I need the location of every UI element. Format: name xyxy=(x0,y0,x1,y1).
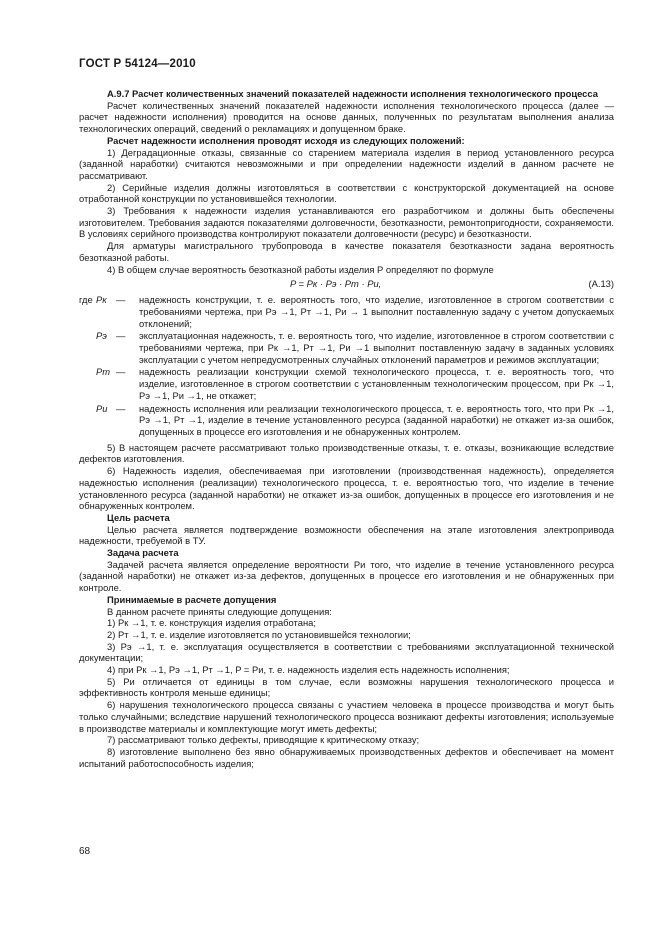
assumption-item: 8) изготовление выполнено без явно обнаруживаемых производственных дефектов и обеспечивает на момент испытаний работоспособность изделия; xyxy=(79,745,614,769)
definition-text: надежность исполнения или реализации технологического процесса, т. е. вероятность того, что при Pк →1, Pэ →1, Pт →1, изделие в течение установленного ресурса (заданной наработки) не откажет из-за ошибок, допущенных в процессе его изготовления и не обнаруженных контролем. xyxy=(139,402,614,437)
definition-item xyxy=(79,294,614,329)
definition-text: эксплуатационная надежность, т. е. вероятность того, что изделие, изготовленное в строгом соответствии с требованиями чертежа, при Pк →1, Pт →1, Pи →1 выполнит поставленную задачу в заданных условиях эксплуатации с учетом непредусмотренных случайных отклонений параметров и режимов эксплуатации; xyxy=(139,330,614,365)
definition-symbol: Pк xyxy=(96,294,107,306)
definition-item xyxy=(79,366,614,401)
where-label: где xyxy=(79,294,93,306)
assumption-item: 2) Pт →1, т. е. изделие изготовляется по установившейся технологии; xyxy=(107,628,411,640)
intro-paragraph: Расчет количественных значений показателей надежности исполнения технологического процесса (далее — расчет надежности исполнения) проводится на основе данных, полученных по результатам выполнения анализа технологических операций, сведений о рекламациях и допущенном браке. xyxy=(79,99,614,135)
position-paragraph: Для арматуры магистрального трубопровода в качестве показателя безотказности задана вероятность безотказной работы. xyxy=(79,240,614,263)
definition-text: надежность конструкции, т. е. вероятность того, что изделие, изготовленное в строгом соответствии с требованиями чертежа, при Pэ →1, Pт →1, Pи → 1 выполнит поставленную задачу с учетом допускаемых отклонений; xyxy=(139,294,614,329)
definition-item xyxy=(79,403,614,438)
formula-number: (А.13) xyxy=(588,278,614,290)
page-body xyxy=(79,88,614,769)
positions-heading: Расчет надежности исполнения проводят исходя из следующих положений: xyxy=(107,134,465,146)
definition-dash: — xyxy=(116,330,126,342)
definition-symbol: Pи xyxy=(96,402,108,414)
formula: P = Pк · Pэ · Pт · Pи, xyxy=(290,278,382,290)
task-paragraph: Задачей расчета является определение вероятности Pи того, что изделие в течение установленного ресурса (заданной наработки) не откажет из-за дефектов, допущенных в процессе его изготовления и не обнаруженных при контроле. xyxy=(79,558,614,594)
assumptions-intro: В данном расчете приняты следующие допущения: xyxy=(107,605,332,617)
definition-symbol: Pт xyxy=(96,366,111,378)
definition-dash: — xyxy=(116,366,126,378)
definition-symbol: Pэ xyxy=(96,330,107,342)
position-paragraph: 5) В настоящем расчете рассматривают только производственные отказы, т. е. отказы, возникающие вследствие дефектов изготовления. xyxy=(79,441,614,465)
assumption-item: 1) Pк →1, т. е. конструкция изделия отработана; xyxy=(107,617,316,629)
position-paragraph: 6) Надежность изделия, обеспечиваемая при изготовлении (производственная надежность), определяется надежностью исполнения (реализации) технологического процесса, т. е. вероятностью того, что изделие в течение установленного ресурса (заданной наработки) не откажет из-за ошибок, допущенных в процессе его изготовления и не обнаруженных контролем. xyxy=(79,465,614,512)
section-title: А.9.7 Расчет количественных значений показателей надежности исполнения технологического процесса xyxy=(107,88,598,99)
assumption-item: 4) при Pк →1, Pэ →1, Pт →1, P = Pи, т. е. надежность изделия есть надежность исполнения; xyxy=(107,664,510,676)
position-paragraph: 1) Деградационные отказы, связанные со старением материала изделия в период установленного ресурса (заданной наработки) считаются невозможными и при определении надежности изделий в данном расчете не рассматривают. xyxy=(79,146,614,181)
page-number: 68 xyxy=(79,846,91,857)
position-paragraph: 4) В общем случае вероятность безотказной работы изделия Р определяют по формуле xyxy=(107,263,494,275)
definition-dash: — xyxy=(116,402,126,414)
assumptions-heading: Принимаемые в расчете допущения xyxy=(107,593,277,605)
definition-dash: — xyxy=(116,294,126,306)
definition-list xyxy=(79,294,614,437)
definition-item xyxy=(79,330,614,365)
assumption-item: 6) нарушения технологического процесса связаны с участием человека в процессе производства и могут быть только случайными; вследствие нарушений технологического процесса возникают дефекты изготовления; используемые в производстве материалы и комплектующие могут иметь дефекты; xyxy=(79,699,614,734)
position-paragraph: 2) Серийные изделия должны изготовляться в соответствии с конструкторской документацией на основе отработанной конструкции по установившейся технологии. xyxy=(79,181,614,205)
position-paragraph: 3) Требования к надежности изделия устанавливаются его разработчиком и должны быть обеспечены изготовителем. Требования задаются показателями долговечности, безотказности, ремонтопригодности, сохраняемости. В условиях серийного производства контролируют показатели долговечности (ресурс) и безотказности. xyxy=(79,205,614,240)
assumption-item: 5) Pи отличается от единицы в том случае, если возможны нарушения технологического процесса и эффективность контроля меньше единицы; xyxy=(79,675,614,699)
assumption-item: 3) Pэ →1, т. е. эксплуатация осуществляется в соответствии с требованиями эксплуатационной технической документации; xyxy=(79,640,614,664)
goal-paragraph: Целью расчета является подтверждение возможности обеспечения на этапе изготовления электропривода надежности, требуемой в ТУ. xyxy=(79,523,614,547)
task-heading: Задача расчета xyxy=(107,547,179,559)
formula-line xyxy=(79,277,614,292)
document-header: ГОСТ Р 54124—2010 xyxy=(79,58,196,70)
definition-text: надежность реализации конструкции схемой технологического процесса, т. е. вероятность того, что изделие, изготовленное в строгом соответствии с установленным технологическим процессом, при Pк →1, Pэ →1, Pи →1, не откажет; xyxy=(139,366,614,401)
assumption-item: 7) рассматривают только дефекты, приводящие к критическому отказу; xyxy=(107,734,420,746)
goal-heading: Цель расчета xyxy=(107,511,170,523)
